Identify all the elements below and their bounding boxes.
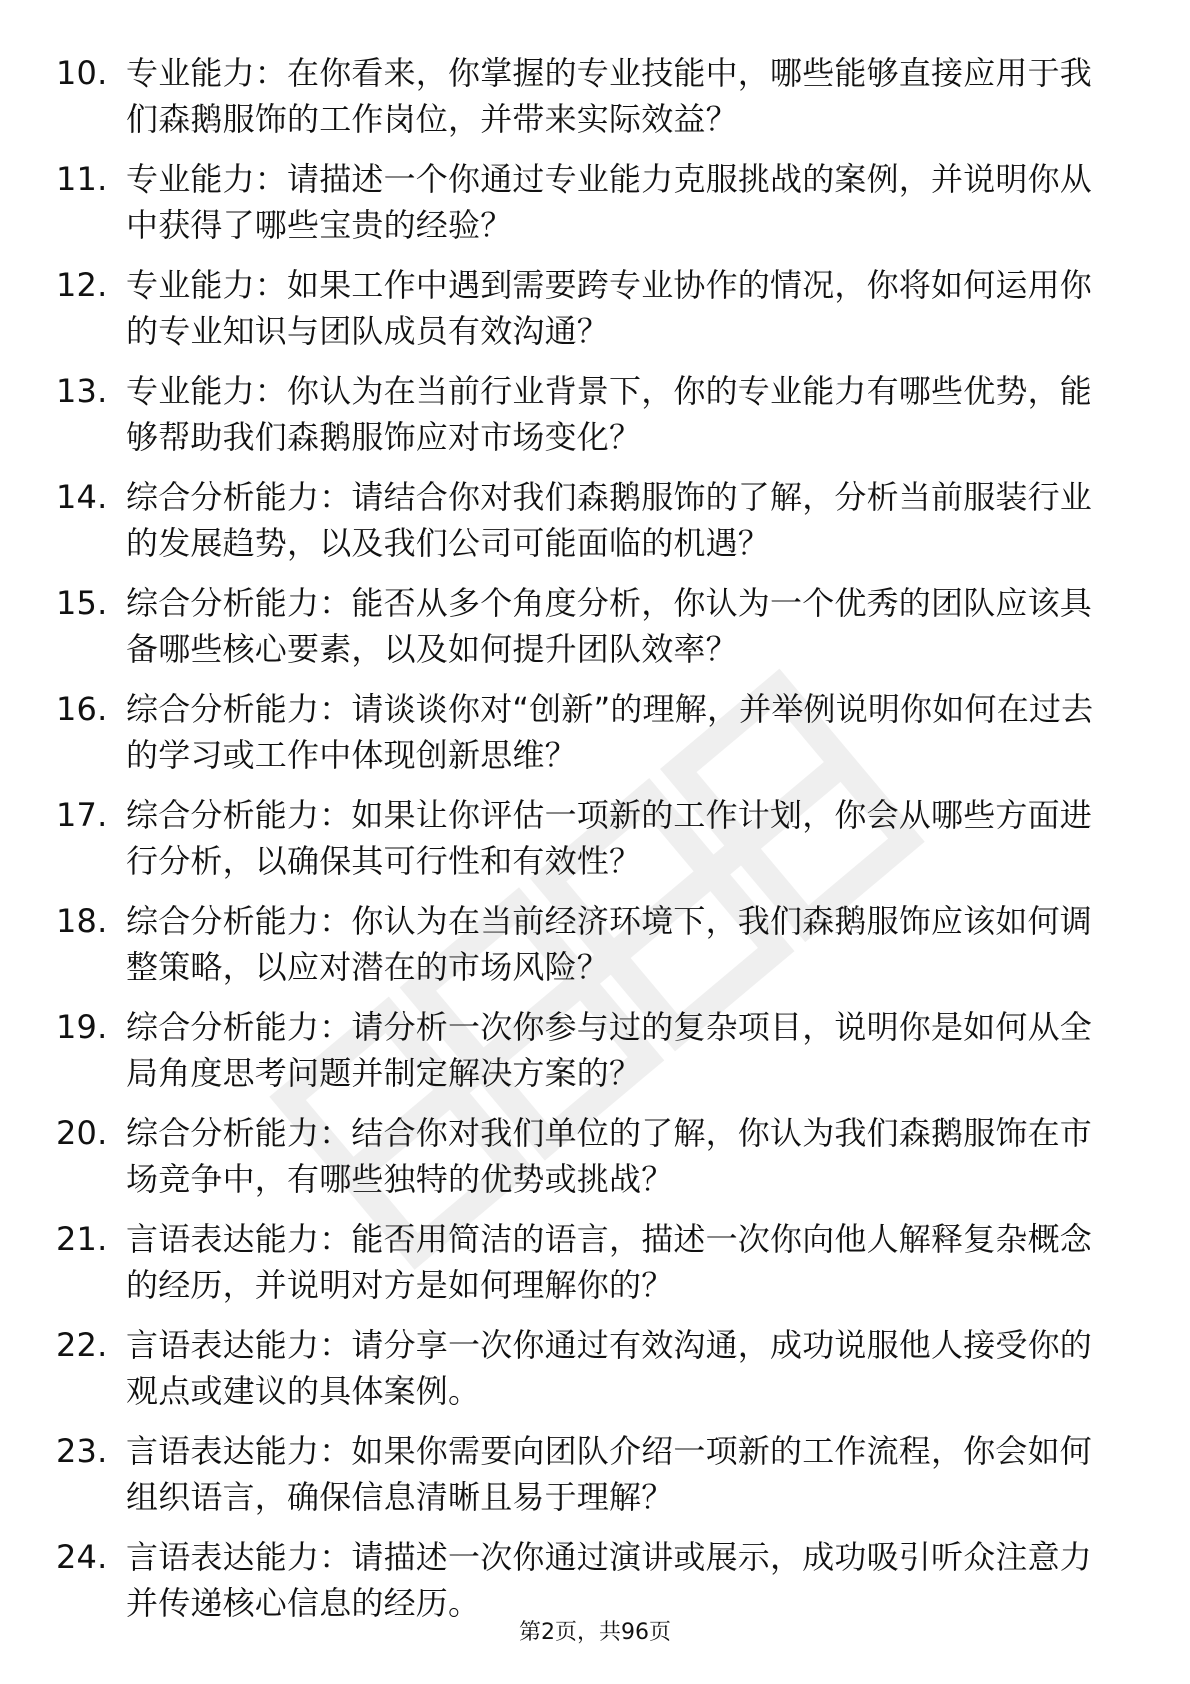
question-item <box>56 262 1116 354</box>
question-text: 言语表达能力：请描述一次你通过演讲或展示，成功吸引听众注意力并传递核心信息的经历。 <box>126 1538 1093 1622</box>
question-number: 12. <box>56 266 108 304</box>
question-number: 11. <box>56 160 108 198</box>
question-number: 20. <box>56 1114 108 1152</box>
question-item <box>56 898 1116 990</box>
question-text: 综合分析能力：请分析一次你参与过的复杂项目，说明你是如何从全局角度思考问题并制定解决方案的？ <box>126 1008 1093 1092</box>
question-number: 13. <box>56 372 108 410</box>
question-number: 18. <box>56 902 108 940</box>
question-item <box>56 1534 1116 1626</box>
question-text: 综合分析能力：能否从多个角度分析，你认为一个优秀的团队应该具备哪些核心要素，以及如何提升团队效率？ <box>126 584 1093 668</box>
question-item <box>56 1110 1116 1202</box>
question-item <box>56 1322 1116 1414</box>
question-text: 综合分析能力：你认为在当前经济环境下，我们森鹅服饰应该如何调整策略，以应对潜在的市场风险？ <box>126 902 1093 986</box>
question-item <box>56 1428 1116 1520</box>
question-item <box>56 368 1116 460</box>
question-number: 10. <box>56 54 108 92</box>
question-text: 综合分析能力：请谈谈你对“创新”的理解，并举例说明你如何在过去的学习或工作中体现创新思维？ <box>126 690 1094 774</box>
question-text: 综合分析能力：请结合你对我们森鹅服饰的了解，分析当前服装行业的发展趋势，以及我们公司可能面临的机遇？ <box>126 478 1093 562</box>
question-item <box>56 792 1116 884</box>
question-number: 15. <box>56 584 108 622</box>
question-number: 24. <box>56 1538 108 1576</box>
question-number: 21. <box>56 1220 108 1258</box>
question-text: 言语表达能力：能否用简洁的语言，描述一次你向他人解释复杂概念的经历，并说明对方是如何理解你的？ <box>126 1220 1093 1304</box>
question-number: 22. <box>56 1326 108 1364</box>
page-indicator: 第2页，共96页 <box>519 1620 671 1645</box>
question-text: 言语表达能力：如果你需要向团队介绍一项新的工作流程，你会如何组织语言，确保信息清晰且易于理解？ <box>126 1432 1093 1516</box>
question-number: 14. <box>56 478 108 516</box>
question-text: 言语表达能力：请分享一次你通过有效沟通，成功说服他人接受你的观点或建议的具体案例。 <box>126 1326 1093 1410</box>
question-item <box>56 686 1116 778</box>
question-number: 16. <box>56 690 108 728</box>
question-text: 综合分析能力：结合你对我们单位的了解，你认为我们森鹅服饰在市场竞争中，有哪些独特的优势或挑战？ <box>126 1114 1093 1198</box>
question-text: 专业能力：在你看来，你掌握的专业技能中，哪些能够直接应用于我们森鹅服饰的工作岗位，并带来实际效益？ <box>126 54 1093 138</box>
question-item <box>56 1004 1116 1096</box>
question-item <box>56 50 1116 142</box>
question-item <box>56 1216 1116 1308</box>
question-text: 综合分析能力：如果让你评估一项新的工作计划，你会从哪些方面进行分析，以确保其可行性和有效性？ <box>126 796 1093 880</box>
question-number: 19. <box>56 1008 108 1046</box>
question-number: 17. <box>56 796 108 834</box>
question-number: 23. <box>56 1432 108 1470</box>
question-text: 专业能力：请描述一个你通过专业能力克服挑战的案例，并说明你从中获得了哪些宝贵的经验？ <box>126 160 1093 244</box>
question-text: 专业能力：如果工作中遇到需要跨专业协作的情况，你将如何运用你的专业知识与团队成员有效沟通？ <box>126 266 1093 350</box>
question-list <box>56 50 1116 1640</box>
question-item <box>56 580 1116 672</box>
question-item <box>56 474 1116 566</box>
question-item <box>56 156 1116 248</box>
question-text: 专业能力：你认为在当前行业背景下，你的专业能力有哪些优势，能够帮助我们森鹅服饰应对市场变化？ <box>126 372 1093 456</box>
